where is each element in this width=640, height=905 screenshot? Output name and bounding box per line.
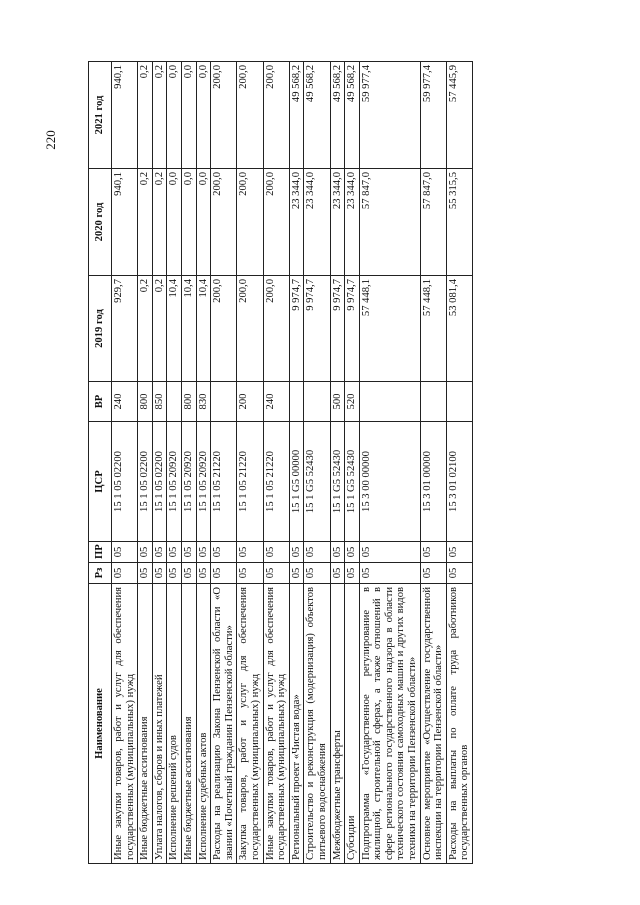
row-name: Расходы на выплаты по оплате труда работников государственных органов xyxy=(446,584,472,864)
row-2020: 57 847,0 xyxy=(359,169,420,276)
row-pr: 05 xyxy=(420,542,446,563)
row-rz: 05 xyxy=(263,563,289,584)
row-csr: 15 1 05 20920 xyxy=(167,422,182,542)
row-pr: 05 xyxy=(359,542,420,563)
row-name: Иные закупки товаров, работ и услуг для обеспечения государственных (муниципальных) нужд xyxy=(112,584,138,864)
row-csr: 15 3 01 02100 xyxy=(446,422,472,542)
row-2020: 0,0 xyxy=(196,169,211,276)
row-name: Закупка товаров, работ и услуг для обеспечения государственных (муниципальных) нужд xyxy=(237,584,263,864)
row-2021: 49 568,2 xyxy=(304,62,330,169)
row-name: Межбюджетные трансферты xyxy=(330,584,345,864)
table-row xyxy=(304,62,330,864)
row-vr: 520 xyxy=(345,382,360,422)
row-2020: 23 344,0 xyxy=(289,169,304,276)
row-2019: 10,4 xyxy=(181,276,196,382)
row-pr: 05 xyxy=(167,542,182,563)
row-pr: 05 xyxy=(304,542,330,563)
row-name: Расходы на реализацию Закона Пензенской области «О звании «Почетный гражданин Пензенской области» xyxy=(211,584,237,864)
row-2019: 9 974,7 xyxy=(345,276,360,382)
row-pr: 05 xyxy=(263,542,289,563)
row-vr: 200 xyxy=(237,382,263,422)
row-2021: 200,0 xyxy=(211,62,237,169)
row-csr: 15 1 G5 00000 xyxy=(289,422,304,542)
row-csr: 15 1 05 20920 xyxy=(196,422,211,542)
row-2020: 0,2 xyxy=(152,169,167,276)
row-vr xyxy=(446,382,472,422)
row-2019: 9 974,7 xyxy=(289,276,304,382)
row-name: Иные бюджетные ассигнования xyxy=(138,584,153,864)
table-row xyxy=(152,62,167,864)
table-row xyxy=(181,62,196,864)
row-name: Иные бюджетные ассигнования xyxy=(181,584,196,864)
row-2021: 940,1 xyxy=(112,62,138,169)
row-csr: 15 3 01 00000 xyxy=(420,422,446,542)
row-2019: 10,4 xyxy=(167,276,182,382)
header-csr: ЦСР xyxy=(89,422,112,542)
row-csr: 15 1 05 02200 xyxy=(112,422,138,542)
row-2019: 53 081,4 xyxy=(446,276,472,382)
row-2021: 59 977,4 xyxy=(359,62,420,169)
row-name: Строительство и реконструкция (модернизация) объектов питьевого водоснабжения xyxy=(304,584,330,864)
row-vr xyxy=(359,382,420,422)
row-2019: 200,0 xyxy=(263,276,289,382)
table-row xyxy=(237,62,263,864)
table-row xyxy=(211,62,237,864)
row-vr xyxy=(289,382,304,422)
row-name: Уплата налогов, сборов и иных платежей xyxy=(152,584,167,864)
row-pr: 05 xyxy=(237,542,263,563)
row-vr: 800 xyxy=(138,382,153,422)
row-csr: 15 1 G5 52430 xyxy=(330,422,345,542)
row-2020: 0,0 xyxy=(167,169,182,276)
row-name: Основное мероприятие «Осуществление государственной инспекции на территории Пензенской области» xyxy=(420,584,446,864)
row-rz: 05 xyxy=(196,563,211,584)
row-2020: 23 344,0 xyxy=(304,169,330,276)
row-2021: 0,2 xyxy=(138,62,153,169)
row-csr: 15 1 05 21220 xyxy=(237,422,263,542)
row-name: Субсидии xyxy=(345,584,360,864)
row-pr: 05 xyxy=(112,542,138,563)
row-2020: 57 847,0 xyxy=(420,169,446,276)
row-rz: 05 xyxy=(152,563,167,584)
row-2021: 57 445,9 xyxy=(446,62,472,169)
row-rz: 05 xyxy=(237,563,263,584)
row-rz: 05 xyxy=(138,563,153,584)
row-rz: 05 xyxy=(289,563,304,584)
row-rz: 05 xyxy=(211,563,237,584)
row-rz: 05 xyxy=(167,563,182,584)
table-row xyxy=(112,62,138,864)
header-2020: 2020 год xyxy=(89,169,112,276)
row-pr: 05 xyxy=(289,542,304,563)
row-vr xyxy=(211,382,237,422)
row-2020: 0,0 xyxy=(181,169,196,276)
row-2019: 9 974,7 xyxy=(330,276,345,382)
row-2021: 200,0 xyxy=(237,62,263,169)
row-rz: 05 xyxy=(330,563,345,584)
page-number: 220 xyxy=(43,130,58,150)
row-vr: 500 xyxy=(330,382,345,422)
row-rz: 05 xyxy=(446,563,472,584)
table-row xyxy=(138,62,153,864)
row-pr: 05 xyxy=(196,542,211,563)
table-row xyxy=(196,62,211,864)
row-2021: 200,0 xyxy=(263,62,289,169)
row-pr: 05 xyxy=(330,542,345,563)
row-vr xyxy=(304,382,330,422)
table-row xyxy=(446,62,472,864)
row-pr: 05 xyxy=(345,542,360,563)
row-csr: 15 1 05 20920 xyxy=(181,422,196,542)
row-2019: 57 448,1 xyxy=(359,276,420,382)
row-2021: 0,0 xyxy=(181,62,196,169)
row-vr xyxy=(420,382,446,422)
budget-table xyxy=(88,61,473,864)
row-2021: 49 568,2 xyxy=(330,62,345,169)
row-csr: 15 1 G5 52430 xyxy=(345,422,360,542)
row-2020: 55 315,5 xyxy=(446,169,472,276)
table-row xyxy=(330,62,345,864)
row-2019: 200,0 xyxy=(211,276,237,382)
row-2019: 929,7 xyxy=(112,276,138,382)
row-rz: 05 xyxy=(304,563,330,584)
row-2019: 57 448,1 xyxy=(420,276,446,382)
row-2020: 940,1 xyxy=(112,169,138,276)
row-name: Подпрограмма «Государственное регулирование в жилищной, строительной сферах, а также отношений в сфере регионального государственного надзора в области технического состояния самоходных машин и других видов техники на территории Пензенской области» xyxy=(359,584,420,864)
table-row xyxy=(167,62,182,864)
row-name: Иные закупки товаров, работ и услуг для обеспечения государственных (муниципальных) нужд xyxy=(263,584,289,864)
row-csr: 15 1 05 02200 xyxy=(138,422,153,542)
row-pr: 05 xyxy=(181,542,196,563)
row-name: Исполнение судебных актов xyxy=(196,584,211,864)
row-2021: 49 568,2 xyxy=(289,62,304,169)
row-name: Исполнение решений судов xyxy=(167,584,182,864)
row-2021: 0,0 xyxy=(196,62,211,169)
row-vr: 800 xyxy=(181,382,196,422)
row-rz: 05 xyxy=(345,563,360,584)
table-row xyxy=(289,62,304,864)
row-vr: 850 xyxy=(152,382,167,422)
row-rz: 05 xyxy=(359,563,420,584)
table-row xyxy=(420,62,446,864)
header-2021: 2021 год xyxy=(89,62,112,169)
row-2021: 59 977,4 xyxy=(420,62,446,169)
row-rz: 05 xyxy=(181,563,196,584)
table-header-row xyxy=(89,62,112,864)
row-csr: 15 1 05 21220 xyxy=(263,422,289,542)
row-2020: 23 344,0 xyxy=(330,169,345,276)
header-name: Наименование xyxy=(89,584,112,864)
row-csr: 15 1 05 02200 xyxy=(152,422,167,542)
row-2021: 0,0 xyxy=(167,62,182,169)
header-rz: Рз xyxy=(89,563,112,584)
row-vr: 240 xyxy=(263,382,289,422)
row-csr: 15 1 G5 52430 xyxy=(304,422,330,542)
row-2020: 23 344,0 xyxy=(345,169,360,276)
header-vr: ВР xyxy=(89,382,112,422)
row-2019: 0,2 xyxy=(138,276,153,382)
row-2020: 200,0 xyxy=(263,169,289,276)
table-row xyxy=(359,62,420,864)
row-rz: 05 xyxy=(112,563,138,584)
row-2019: 0,2 xyxy=(152,276,167,382)
row-2019: 10,4 xyxy=(196,276,211,382)
row-2019: 200,0 xyxy=(237,276,263,382)
row-rz: 05 xyxy=(420,563,446,584)
row-pr: 05 xyxy=(446,542,472,563)
row-vr: 240 xyxy=(112,382,138,422)
row-2020: 0,2 xyxy=(138,169,153,276)
row-2021: 49 568,2 xyxy=(345,62,360,169)
row-csr: 15 3 00 00000 xyxy=(359,422,420,542)
row-vr xyxy=(167,382,182,422)
row-2020: 200,0 xyxy=(237,169,263,276)
row-2021: 0,2 xyxy=(152,62,167,169)
rotated-table-container xyxy=(88,62,548,864)
row-2019: 9 974,7 xyxy=(304,276,330,382)
row-2020: 200,0 xyxy=(211,169,237,276)
header-pr: ПР xyxy=(89,542,112,563)
row-csr: 15 1 05 21220 xyxy=(211,422,237,542)
row-pr: 05 xyxy=(152,542,167,563)
table-row xyxy=(263,62,289,864)
row-name: Региональный проект «Чистая вода» xyxy=(289,584,304,864)
row-pr: 05 xyxy=(138,542,153,563)
table-row xyxy=(345,62,360,864)
row-vr: 830 xyxy=(196,382,211,422)
header-2019: 2019 год xyxy=(89,276,112,382)
row-pr: 05 xyxy=(211,542,237,563)
